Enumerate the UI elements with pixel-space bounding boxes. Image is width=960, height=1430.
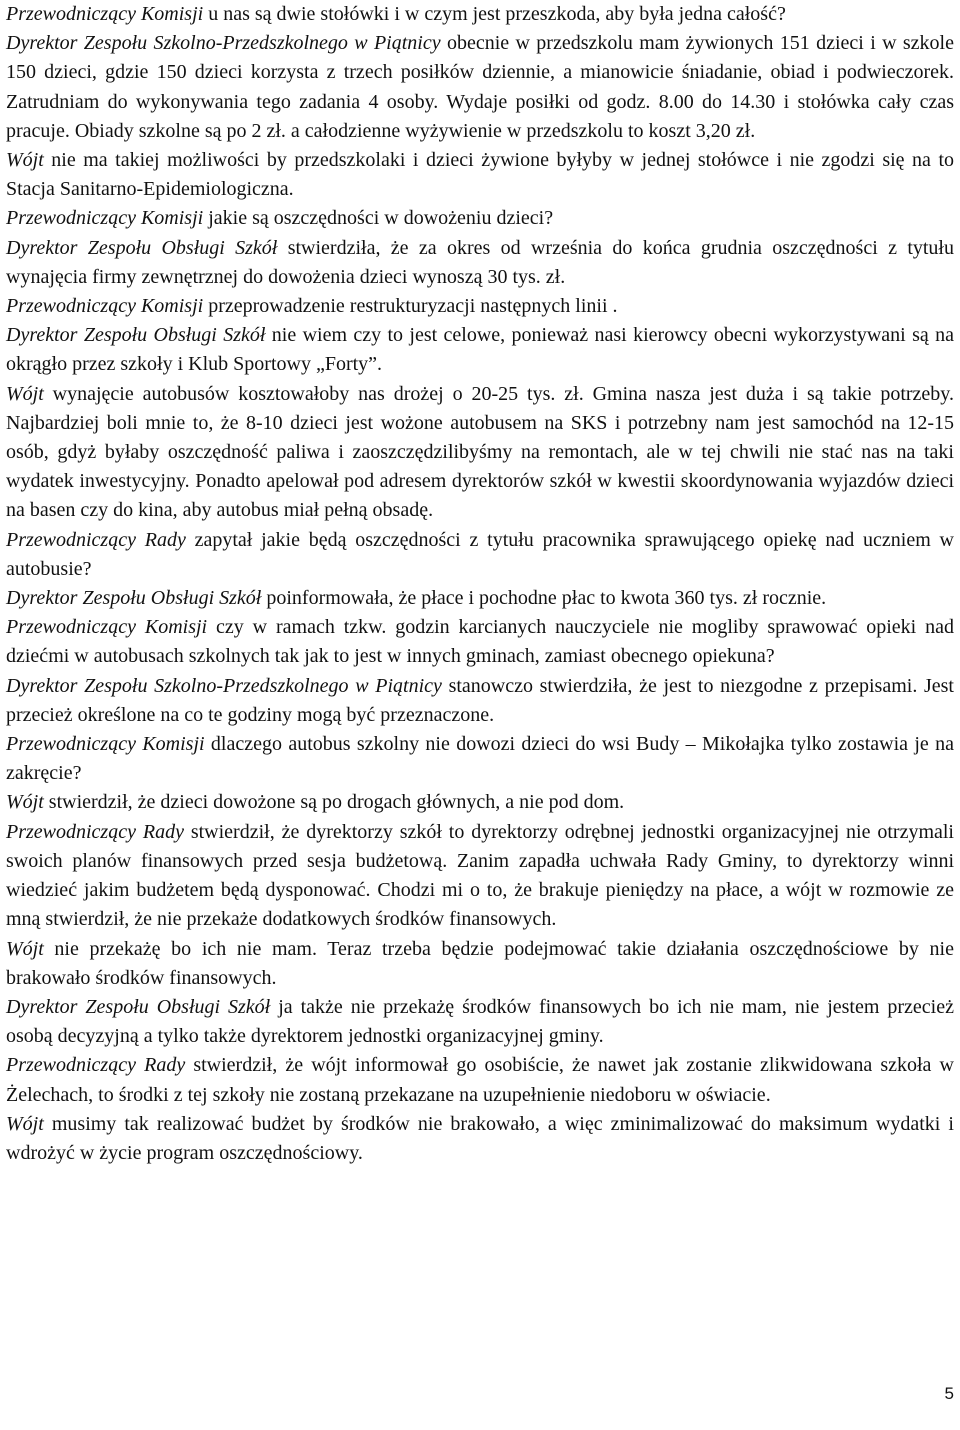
paragraph-text: stwierdziła, że za okres od września do końca grudnia oszczędności z tytułu wynajęcia firmy zewnętrznej do dowożenia dzieci wynoszą 30 tys. zł. xyxy=(6,236,954,288)
speaker-label: Wójt xyxy=(6,791,44,814)
paragraph-text: dlaczego autobus szkolny nie dowozi dzieci do wsi Budy – Mikołajka tylko zostawia je na zakręcie? xyxy=(6,733,954,785)
speaker-label: Przewodniczący Komisji xyxy=(6,616,208,639)
speaker-label: Wójt xyxy=(6,382,44,405)
paragraph xyxy=(6,788,954,817)
paragraph-text: musimy tak realizować budżet by środków nie brakowało, a więc zminimalizować do maksimum wydatki i wdrożyć w życie program oszczędnościowy. xyxy=(6,1112,954,1164)
paragraph xyxy=(6,292,954,321)
paragraph xyxy=(6,321,954,379)
speaker-label: Przewodniczący Komisji xyxy=(6,207,204,230)
paragraph-text: u nas są dwie stołówki i w czym jest przeszkoda, aby była jedna całość? xyxy=(203,3,786,25)
speaker-label: Dyrektor Zespołu Obsługi Szkół xyxy=(6,995,271,1018)
paragraph-text: ja także nie przekażę środków finansowych bo ich nie mam, nie jestem przecież osobą decyzyjną a tylko także dyrektorem jednostki organizacyjnej gminy. xyxy=(6,995,954,1048)
paragraph-text: stwierdził, że dzieci dowożone są po drogach głównych, a nie pod dom. xyxy=(43,791,625,814)
paragraph xyxy=(6,993,954,1051)
paragraph xyxy=(6,526,954,584)
paragraph xyxy=(6,935,954,993)
speaker-label: Dyrektor Zespołu Obsługi Szkół xyxy=(6,324,266,347)
paragraph-text: jakie są oszczędności w dowożeniu dzieci? xyxy=(203,207,554,230)
paragraph-text: stwierdził, że dyrektorzy szkół to dyrektorzy odrębnej jednostki organizacyjnej nie otrzymali swoich planów finansowych przed sesja budżetową. Zanim zapadła uchwała Rady Gminy, to dyrektorzy winni wiedzieć jakim budżetem będą dysponować. Chodzi mi o to, że brakuje pieniędzy na płace, a wójt w rozmowie ze mną stwierdził, że nie przekaże dodatkowych środków finansowych. xyxy=(6,820,954,931)
paragraph xyxy=(6,584,954,613)
speaker-label: Przewodniczący Rady xyxy=(6,528,186,551)
paragraph xyxy=(6,0,954,29)
paragraph xyxy=(6,1051,954,1109)
paragraph xyxy=(6,672,954,730)
paragraph xyxy=(6,730,954,788)
paragraph-text: stwierdził, że wójt informował go osobiście, że nawet jak zostanie zlikwidowana szkoła w Żelechach, to środki z tej szkoły nie zostaną przekazane na uzupełnienie niedoboru w oświacie. xyxy=(6,1054,954,1106)
speaker-label: Dyrektor Zespołu Szkolno-Przedszkolnego w Piątnicy xyxy=(6,674,442,697)
page-number: 5 xyxy=(944,1384,954,1403)
paragraph xyxy=(6,380,954,526)
speaker-label: Przewodniczący Komisji xyxy=(6,733,205,756)
paragraph-text: nie wiem czy to jest celowe, ponieważ nasi kierowcy obecni wykorzystywani są na okrągło przez szkoły i Klub Sportowy „Forty”. xyxy=(6,324,954,376)
speaker-label: Dyrektor Zespołu Szkolno-Przedszkolnego w Piątnicy xyxy=(6,32,441,55)
paragraph xyxy=(6,1110,954,1168)
paragraph xyxy=(6,29,954,146)
speaker-label: Dyrektor Zespołu Obsługi Szkół xyxy=(6,587,262,610)
paragraph xyxy=(6,818,954,935)
paragraph xyxy=(6,613,954,671)
document-body xyxy=(6,0,954,1168)
speaker-label: Przewodniczący Komisji xyxy=(6,3,204,25)
paragraph-text: obecnie w przedszkolu mam żywionych 151 dzieci i w szkole 150 dzieci, gdzie 150 dzieci korzysta z trzech posiłków dziennie, a mianowicie śniadanie, obiad i podwieczorek. Zatrudniam do wykonywania tego zadania 4 osoby. Wydaje posiłki od godz. 8.00 do 14.30 i stołówka cały czas pracuje. Obiady szkolne są po 2 zł. a całodzienne wyżywienie w przedszkolu to koszt 3,20 zł. xyxy=(6,32,954,142)
paragraph-text: stanowczo stwierdziła, że jest to niezgodne z przepisami. Jest przecież określone na co te godziny mogą być przeznaczone. xyxy=(6,674,954,726)
paragraph xyxy=(6,204,954,233)
paragraph-text: czy w ramach tzkw. godzin karcianych nauczyciele nie mogliby sprawować opieki nad dziećmi w autobusach szkolnych tak jak to jest w innych gminach, zamiast obecnego opiekuna? xyxy=(6,616,954,668)
paragraph-text: przeprowadzenie restrukturyzacji następnych linii . xyxy=(203,295,618,318)
paragraph xyxy=(6,146,954,204)
paragraph-text: wynajęcie autobusów kosztowałoby nas drożej o 20-25 tys. zł. Gmina nasza jest duża i są takie potrzeby. Najbardziej boli mnie to, że 8-10 dzieci jest wożone autobusem na SKS i potrzebny nam jest samochód na 12-15 osób, gdyż byłaby oszczędność paliwa i zaoszczędzilibyśmy na remontach, ale w tej chwili nie stać nas na taki wydatek inwestycyjny. Ponadto apelował pod adresem dyrektorów szkół w kwestii skoordynowania wyjazdów dzieci na basen czy do kina, aby autobus miał pełną obsadę. xyxy=(6,382,954,522)
speaker-label: Przewodniczący Rady xyxy=(6,1054,186,1077)
paragraph xyxy=(6,234,954,292)
speaker-label: Wójt xyxy=(6,937,44,960)
speaker-label: Przewodniczący Komisji xyxy=(6,295,204,318)
speaker-label: Wójt xyxy=(6,149,44,172)
speaker-label: Przewodniczący Rady xyxy=(6,820,184,843)
paragraph-text: zapytał jakie będą oszczędności z tytułu pracownika sprawującego opiekę nad uczniem w autobusie? xyxy=(6,528,954,580)
paragraph-text: nie przekażę bo ich nie mam. Teraz trzeba będzie podejmować takie działania oszczędnościowe by nie brakowało środków finansowych. xyxy=(6,937,954,989)
paragraph-text: nie ma takiej możliwości by przedszkolaki i dzieci żywione byłyby w jednej stołówce i nie zgodzi się na to Stacja Sanitarno-Epidemiologiczna. xyxy=(6,149,954,201)
paragraph-text: poinformowała, że płace i pochodne płac to kwota 360 tys. zł rocznie. xyxy=(261,587,827,610)
speaker-label: Dyrektor Zespołu Obsługi Szkół xyxy=(6,236,278,259)
speaker-label: Wójt xyxy=(6,1112,44,1135)
